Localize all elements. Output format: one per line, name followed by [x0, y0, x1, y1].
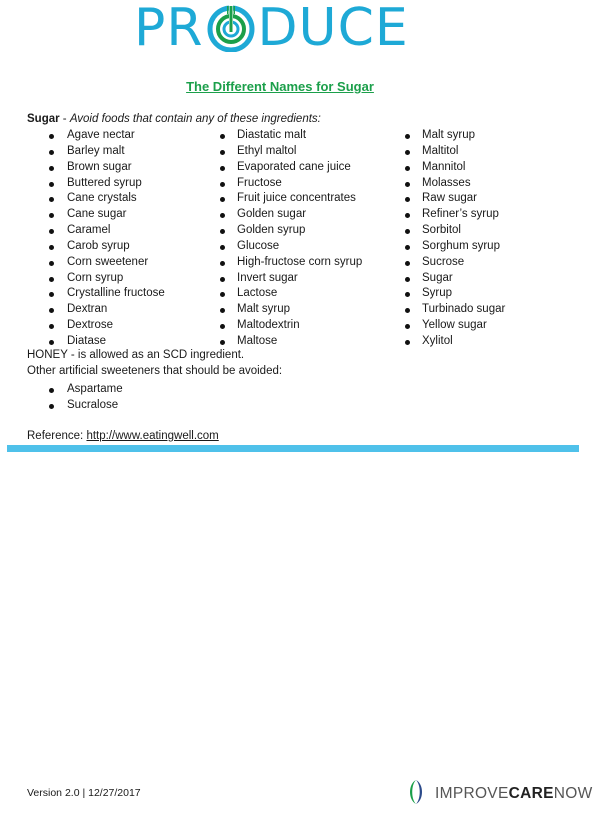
list-item [237, 176, 362, 192]
list-item [67, 239, 165, 255]
list-item [67, 144, 165, 160]
sugar-instruction: Avoid foods that contain any of these ingredients: [69, 113, 321, 125]
list-item-label: High-fructose corn syrup [237, 255, 363, 268]
bullet-icon [49, 261, 54, 266]
bullet-icon [405, 197, 410, 202]
list-item [67, 176, 165, 192]
list-item [237, 128, 362, 144]
sugar-label: Sugar [27, 113, 60, 125]
list-item-label: Barley malt [67, 144, 125, 157]
list-item-label: Raw sugar [422, 192, 477, 205]
sugar-list-column-1 [67, 128, 165, 350]
bullet-icon [49, 213, 54, 218]
improvecarenow-text [435, 785, 593, 803]
list-item [422, 255, 505, 271]
bullet-icon [405, 134, 410, 139]
list-item [237, 286, 362, 302]
artificial-heading: Other artificial sweeteners that should be avoided: [27, 365, 283, 377]
list-item-label: Sugar [422, 271, 453, 284]
bullet-icon [49, 182, 54, 187]
list-item-label: Caramel [67, 224, 111, 237]
list-item-label: Corn syrup [67, 271, 124, 284]
list-item [67, 223, 165, 239]
reference-label: Reference: [27, 430, 87, 442]
artificial-sweetener-list [67, 382, 123, 414]
list-item-label: Dextran [67, 303, 108, 316]
list-item [67, 191, 165, 207]
plate-fork-icon [206, 4, 256, 52]
list-item [237, 239, 362, 255]
bullet-icon [405, 150, 410, 155]
list-item [422, 144, 505, 160]
list-item [422, 128, 505, 144]
list-item-label: Golden sugar [237, 208, 307, 221]
list-item-label: Molasses [422, 176, 471, 189]
list-item-label: Refiner’s syrup [422, 208, 499, 221]
reference-link[interactable]: http://www.eatingwell.com [86, 430, 219, 442]
bullet-icon [405, 166, 410, 171]
list-item [237, 144, 362, 160]
bullet-icon [220, 324, 225, 329]
list-item [422, 318, 505, 334]
list-item-label: Fructose [237, 176, 282, 189]
list-item [237, 207, 362, 223]
list-item [422, 207, 505, 223]
list-item-label: Crystalline fructose [67, 287, 165, 300]
list-item-label: Buttered syrup [67, 176, 142, 189]
bullet-icon [220, 229, 225, 234]
list-item [67, 207, 165, 223]
list-item [237, 302, 362, 318]
list-item [237, 334, 362, 350]
bullet-icon [220, 182, 225, 187]
bullet-icon [49, 340, 54, 345]
bullet-icon [220, 197, 225, 202]
list-item [67, 271, 165, 287]
list-item [422, 223, 505, 239]
list-item-label: Sucrose [422, 255, 465, 268]
bullet-icon [405, 292, 410, 297]
bullet-icon [49, 166, 54, 171]
sugar-list-column-2 [237, 128, 362, 350]
sugar-intro [27, 113, 321, 125]
logo-text-left: PR [134, 0, 204, 58]
reference [27, 430, 219, 442]
list-item [67, 302, 165, 318]
bullet-icon [220, 150, 225, 155]
list-item-label: Turbinado sugar [422, 303, 506, 316]
list-item-label: Sorbitol [422, 224, 461, 237]
bullet-icon [49, 229, 54, 234]
bullet-icon [220, 166, 225, 171]
list-item-label: Xylitol [422, 334, 453, 347]
bullet-icon [49, 388, 54, 393]
list-item [67, 160, 165, 176]
list-item [237, 191, 362, 207]
produce-logo [134, 0, 409, 58]
list-item-label: Diastatic malt [237, 129, 307, 141]
bullet-icon [49, 245, 54, 250]
list-item [422, 239, 505, 255]
list-item-label: Maltodextrin [237, 319, 300, 332]
page-title: The Different Names for Sugar [186, 79, 374, 94]
list-item-label: Carob syrup [67, 239, 130, 252]
sugar-list-column-3 [422, 128, 505, 350]
list-item [67, 286, 165, 302]
list-item-label: Golden syrup [237, 224, 306, 237]
brand-now: NOW [553, 785, 593, 802]
list-item [237, 223, 362, 239]
list-item-label: Glucose [237, 239, 280, 252]
list-item [422, 286, 505, 302]
bullet-icon [49, 404, 54, 409]
list-item-label: Cane crystals [67, 192, 137, 205]
list-item-label: Maltose [237, 334, 278, 347]
list-item-label: Corn sweetener [67, 255, 149, 268]
list-item-label: Evaporated cane juice [237, 160, 351, 173]
list-item [237, 271, 362, 287]
logo-text-right: DUCE [257, 0, 409, 58]
list-item [237, 255, 362, 271]
list-item [422, 302, 505, 318]
honey-note: HONEY - is allowed as an SCD ingredient. [27, 349, 245, 361]
bullet-icon [220, 213, 225, 218]
list-item [67, 398, 123, 414]
brand-improve: IMPROVE [435, 785, 509, 802]
bullet-icon [49, 308, 54, 313]
list-item-label: Cane sugar [67, 208, 127, 221]
list-item-label: Mannitol [422, 160, 466, 173]
bullet-icon [49, 277, 54, 282]
list-item-label: Sucralose [67, 398, 119, 411]
list-item-label: Brown sugar [67, 160, 132, 173]
list-item-label: Fruit juice concentrates [237, 192, 356, 205]
list-item-label: Diatase [67, 334, 106, 347]
bullet-icon [405, 213, 410, 218]
list-item [237, 318, 362, 334]
bullet-icon [405, 308, 410, 313]
list-item-label: Maltitol [422, 144, 459, 157]
list-item [67, 128, 165, 144]
list-item-label: Malt syrup [237, 303, 291, 316]
bullet-icon [49, 197, 54, 202]
bullet-icon [405, 182, 410, 187]
bullet-icon [405, 324, 410, 329]
list-item-label: Ethyl maltol [237, 144, 297, 157]
list-item-label: Yellow sugar [422, 319, 487, 332]
bullet-icon [49, 292, 54, 297]
list-item-label: Lactose [237, 287, 278, 300]
sugar-dash: - [59, 113, 70, 125]
bullet-icon [49, 324, 54, 329]
divider-bar [7, 445, 579, 452]
bullet-icon [220, 340, 225, 345]
list-item [422, 334, 505, 350]
list-item-label: Aspartame [67, 383, 123, 395]
list-item [67, 255, 165, 271]
version-text: Version 2.0 | 12/27/2017 [27, 787, 141, 799]
list-item [67, 318, 165, 334]
improvecarenow-logo [403, 781, 593, 807]
bullet-icon [220, 308, 225, 313]
list-item [67, 334, 165, 350]
list-item [422, 176, 505, 192]
bullet-icon [405, 229, 410, 234]
bullet-icon [49, 150, 54, 155]
list-item [422, 191, 505, 207]
brand-care: CARE [508, 785, 554, 802]
bullet-icon [405, 245, 410, 250]
list-item [422, 160, 505, 176]
bullet-icon [220, 292, 225, 297]
list-item-label: Malt syrup [422, 129, 476, 141]
list-item-label: Dextrose [67, 319, 114, 332]
list-item-label: Agave nectar [67, 129, 135, 141]
bullet-icon [220, 261, 225, 266]
list-item-label: Invert sugar [237, 271, 298, 284]
list-item-label: Syrup [422, 287, 453, 300]
bullet-icon [220, 277, 225, 282]
bullet-icon [405, 340, 410, 345]
improvecarenow-icon [403, 779, 429, 810]
bullet-icon [49, 134, 54, 139]
list-item [67, 382, 123, 398]
bullet-icon [220, 134, 225, 139]
bullet-icon [405, 261, 410, 266]
list-item [422, 271, 505, 287]
bullet-icon [220, 245, 225, 250]
bullet-icon [405, 277, 410, 282]
list-item [237, 160, 362, 176]
list-item-label: Sorghum syrup [422, 239, 500, 252]
